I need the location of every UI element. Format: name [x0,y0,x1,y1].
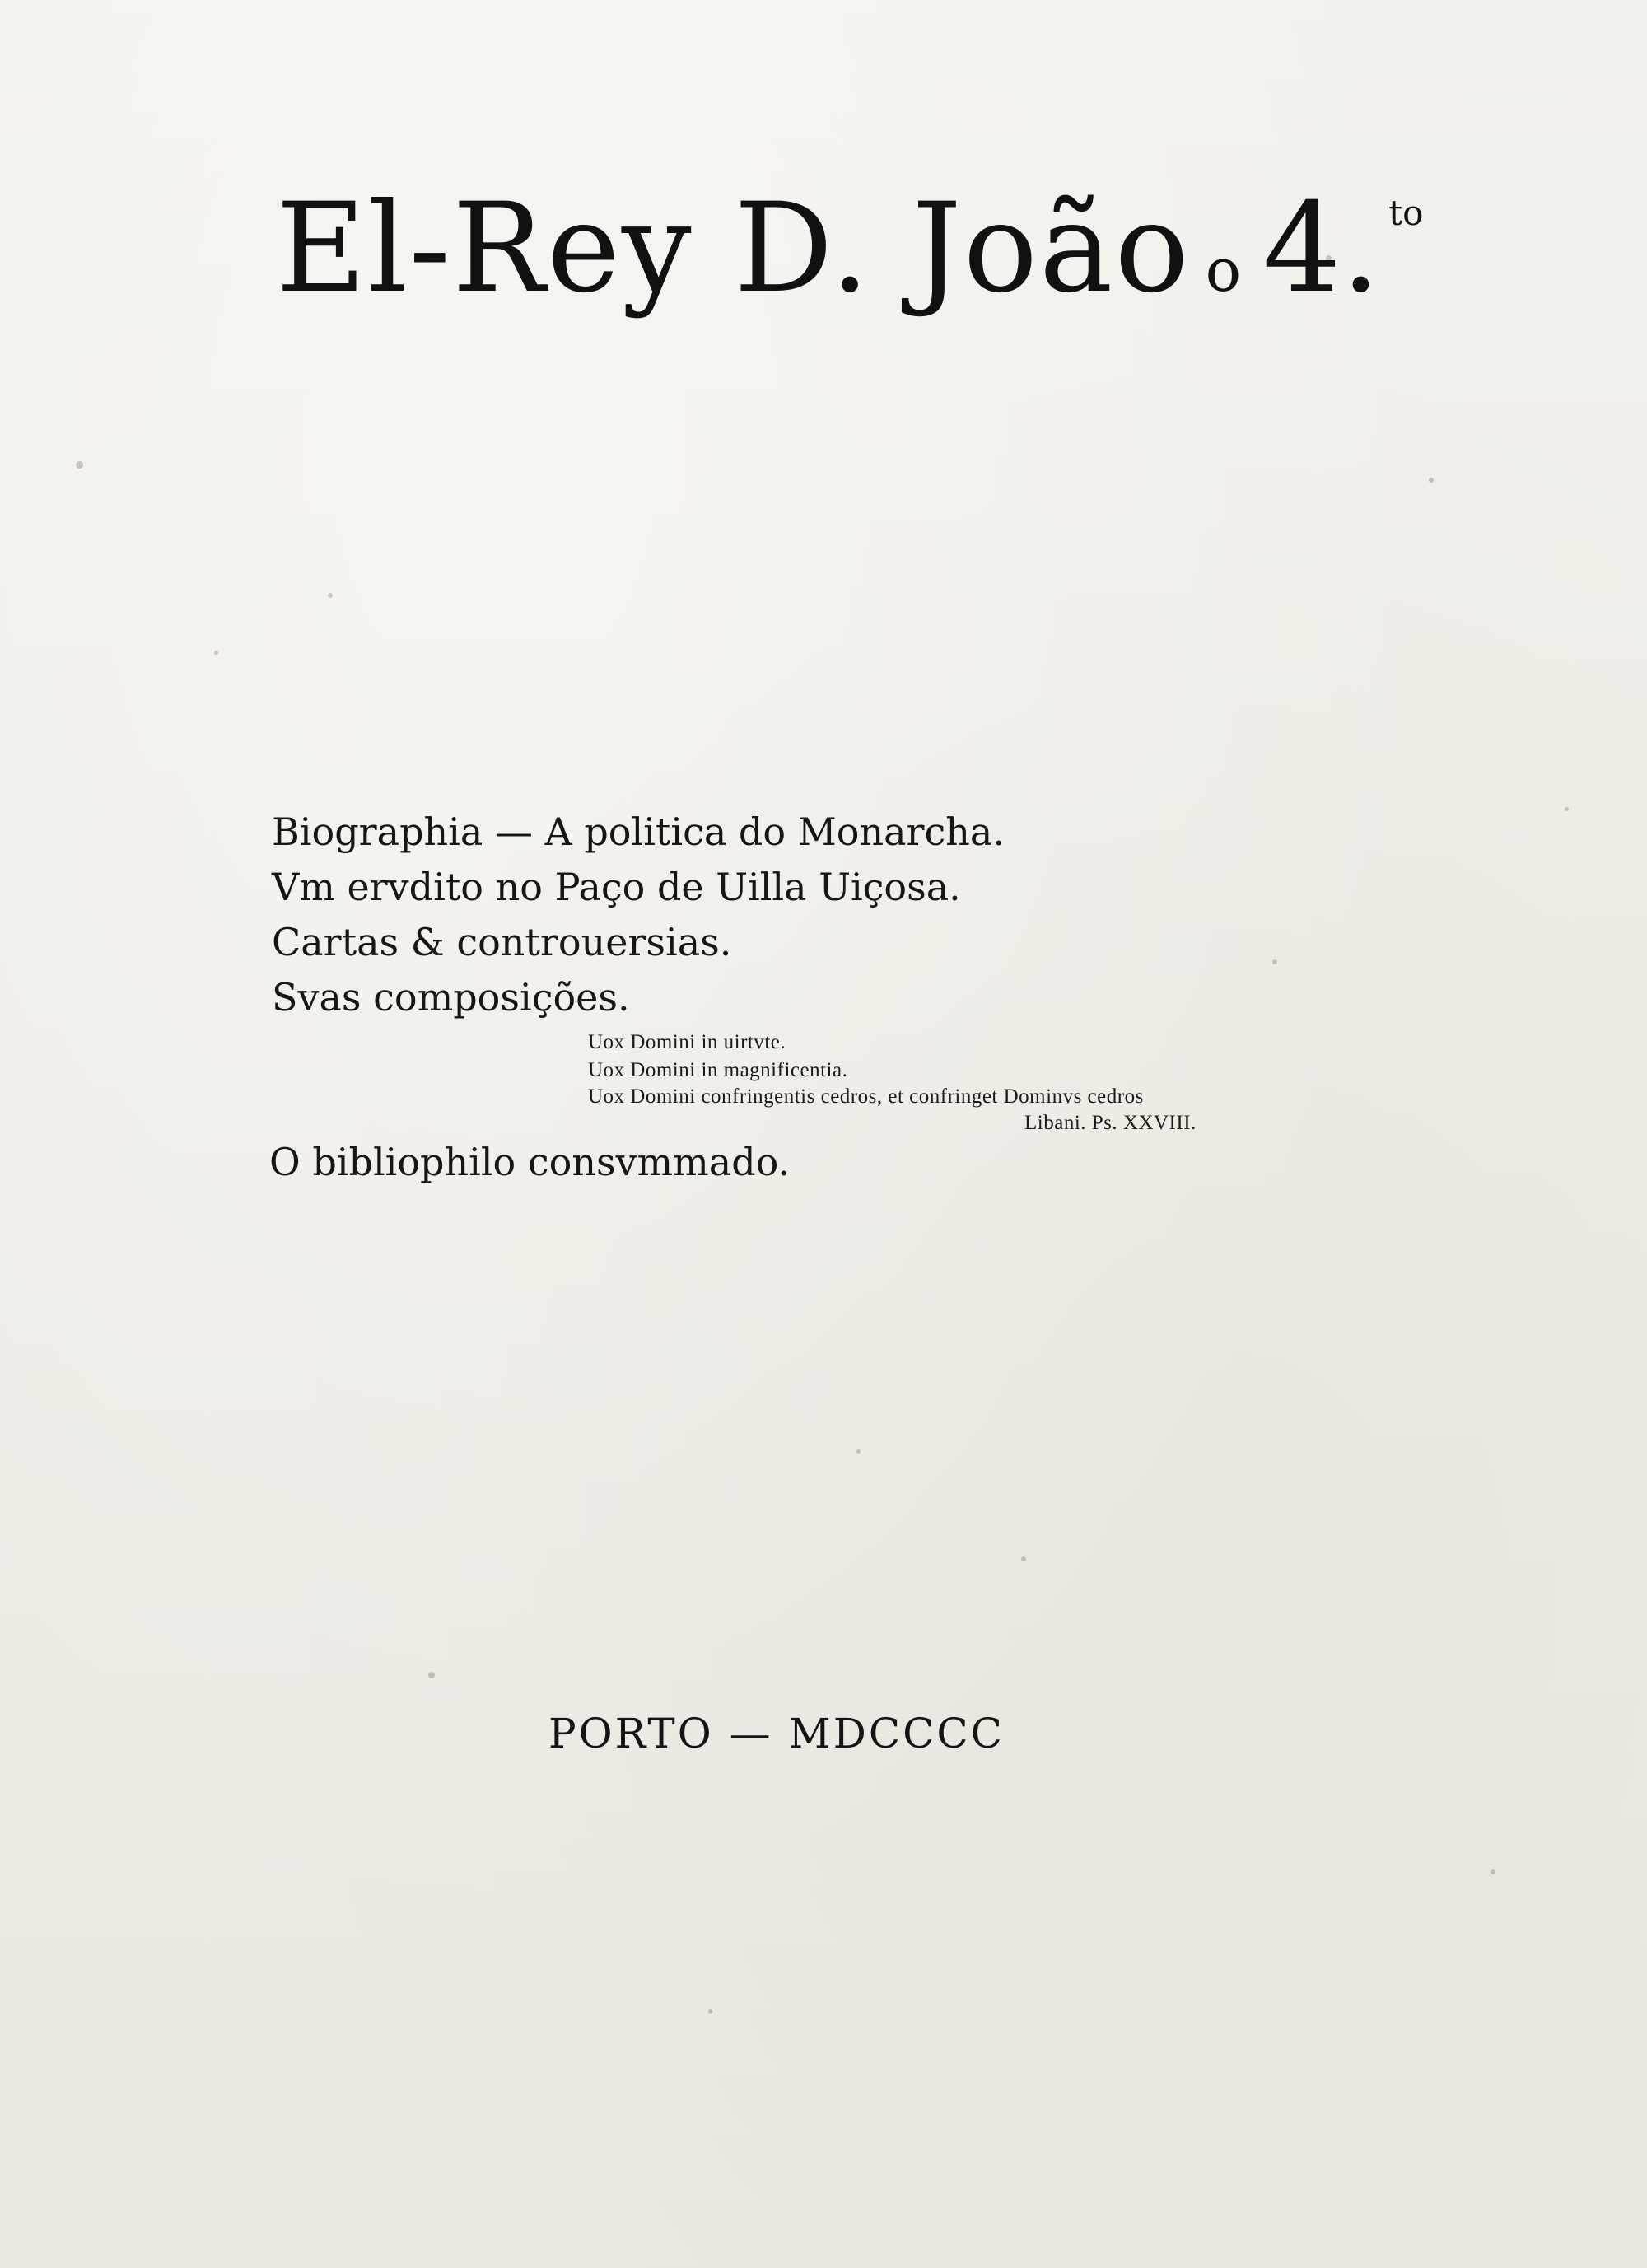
paper-speck [856,1449,861,1454]
contents-line-1: Biographia — A politica do Monarcha. [272,810,1005,854]
paper-speck [214,651,218,655]
paper-speck [1565,807,1569,811]
contents-line-4: Svas composições. [272,975,630,1020]
title-ordinal: 4. [1262,177,1381,320]
epigraph-line-1: Uox Domini in uirtvte. [588,1031,786,1053]
epigraph-line-4: Libani. Ps. XXVIII. [1024,1112,1197,1134]
paper-speck [76,461,83,469]
epigraph-line-3: Uox Domini confringentis cedros, et confringet Dominvs cedros [588,1085,1144,1108]
contents-line-3: Cartas & controuersias. [272,920,732,964]
paper-speck [428,1672,435,1678]
imprint: PORTO — MDCCCC [548,1710,1005,1757]
paper-speck [1272,959,1277,964]
paper-speck [1491,1869,1495,1874]
paper-speck [708,2009,712,2014]
paper-speck [328,593,333,598]
contents-line-2: Vm ervdito no Paço de Uilla Uiçosa. [272,865,961,909]
title-ordinal-suffix: to [1388,193,1424,233]
title-connector: o [1205,236,1242,305]
title-main: El-Rey D. João [276,177,1191,320]
contents-line-5: O bibliophilo consvmmado. [269,1140,791,1184]
paper-speck [1021,1556,1026,1561]
page-title [276,177,1423,320]
paper-speck [1429,478,1434,483]
epigraph-line-2: Uox Domini in magnificentia. [588,1059,848,1081]
